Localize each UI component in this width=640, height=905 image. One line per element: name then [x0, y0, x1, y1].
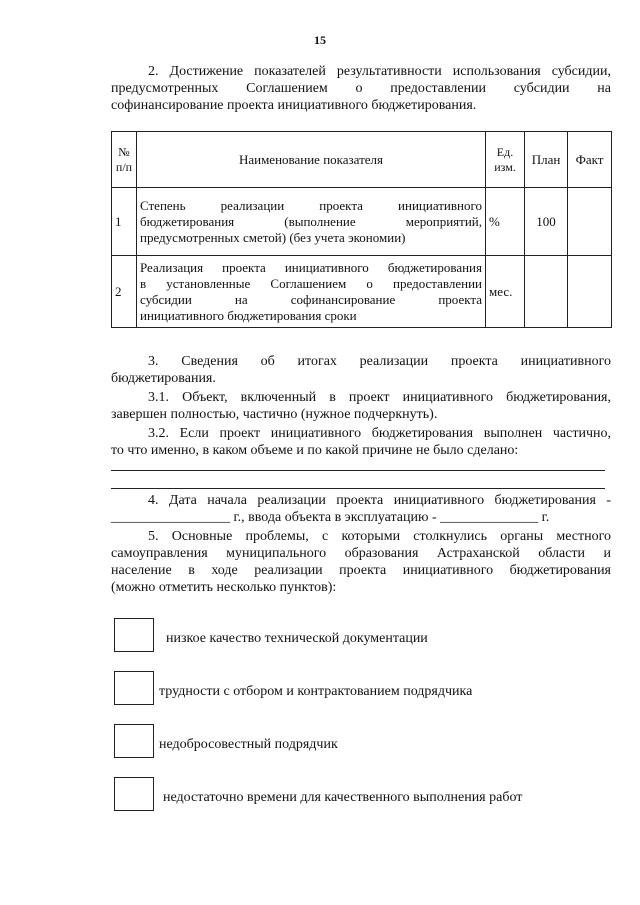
- section-3-1-line-1: 3.1. Объект, включенный в проект инициативного бюджетирования,: [148, 390, 611, 405]
- problem-label-2: трудности с отбором и контрактованием подрядчика: [159, 684, 473, 699]
- row-1-num: 1: [112, 188, 137, 256]
- section-3-1-line-2: завершен полностью, частично (нужное подчеркнуть).: [111, 407, 438, 422]
- section-5-line-2: самоуправления муниципального образования Астраханской области и: [111, 546, 611, 561]
- section-2-line-3: софинансирование проекта инициативного бюджетирования.: [111, 98, 477, 113]
- row-2-name: Реализация проекта инициативного бюджетирования в установленные Соглашением о предоставлении субсидии на софинансирование проекта инициативного бюджетирования сроки: [137, 256, 486, 328]
- section-2-line-2: предусмотренных Соглашением о предоставлении субсидии на: [111, 81, 611, 96]
- section-3-1-paragraph: [111, 389, 611, 423]
- section-2-line-1: 2. Достижение показателей результативности использования субсидии,: [148, 64, 611, 79]
- problem-checkbox-4[interactable]: [114, 777, 154, 811]
- header-unit: Ед. изм.: [486, 132, 525, 188]
- row-2-unit: мес.: [486, 256, 525, 328]
- section-3-2-line-1: 3.2. Если проект инициативного бюджетирования выполнен частично,: [148, 426, 611, 441]
- row-1-plan: 100: [525, 188, 568, 256]
- row-1-fact: [568, 188, 612, 256]
- header-fact: Факт: [568, 132, 612, 188]
- table-header-row: [112, 132, 612, 188]
- answer-line-1[interactable]: [111, 470, 605, 471]
- problem-label-1: низкое качество технической документации: [166, 631, 428, 646]
- section-4-line-1: 4. Дата начала реализации проекта инициативного бюджетирования -: [148, 493, 611, 508]
- section-4-line-2: _________________ г., ввода объекта в эксплуатацию - ______________ г.: [111, 510, 550, 525]
- row-2-num: 2: [112, 256, 137, 328]
- section-3-line-1: 3. Сведения об итогах реализации проекта инициативного: [148, 354, 611, 369]
- problem-checkbox-1[interactable]: [114, 618, 154, 652]
- section-3-paragraph: [111, 353, 611, 387]
- row-2-plan: [525, 256, 568, 328]
- section-3-2-line-2: то что именно, в каком объеме и по какой причине не было сделано:: [111, 443, 519, 458]
- row-2-fact: [568, 256, 612, 328]
- section-5-line-3: население в ходе реализации проекта инициативного бюджетирования: [111, 563, 611, 578]
- section-2-paragraph: [111, 63, 611, 114]
- table-row: [112, 256, 612, 328]
- page-number: 15: [314, 33, 326, 47]
- problem-label-3: недобросовестный подрядчик: [159, 737, 338, 752]
- answer-line-2[interactable]: [111, 488, 605, 489]
- row-1-unit: %: [486, 188, 525, 256]
- indicators-table: [111, 131, 612, 328]
- header-name: Наименование показателя: [137, 132, 486, 188]
- section-3-2-paragraph: [111, 425, 611, 459]
- section-3-line-2: бюджетирования.: [111, 371, 216, 386]
- problem-checkbox-3[interactable]: [114, 724, 154, 758]
- header-plan: План: [525, 132, 568, 188]
- section-5-line-4: (можно отметить несколько пунктов):: [111, 580, 337, 595]
- row-1-name: Степень реализации проекта инициативного бюджетирования (выполнение мероприятий, предусмотренных сметой) (без учета экономии): [137, 188, 486, 256]
- section-4-paragraph: [111, 492, 611, 526]
- section-5-line-1: 5. Основные проблемы, с которыми столкнулись органы местного: [148, 529, 611, 544]
- problem-checkbox-2[interactable]: [114, 671, 154, 705]
- problem-label-4: недостаточно времени для качественного выполнения работ: [163, 790, 523, 805]
- section-5-paragraph: [111, 528, 611, 596]
- header-num: № п/п: [112, 132, 137, 188]
- table-row: [112, 188, 612, 256]
